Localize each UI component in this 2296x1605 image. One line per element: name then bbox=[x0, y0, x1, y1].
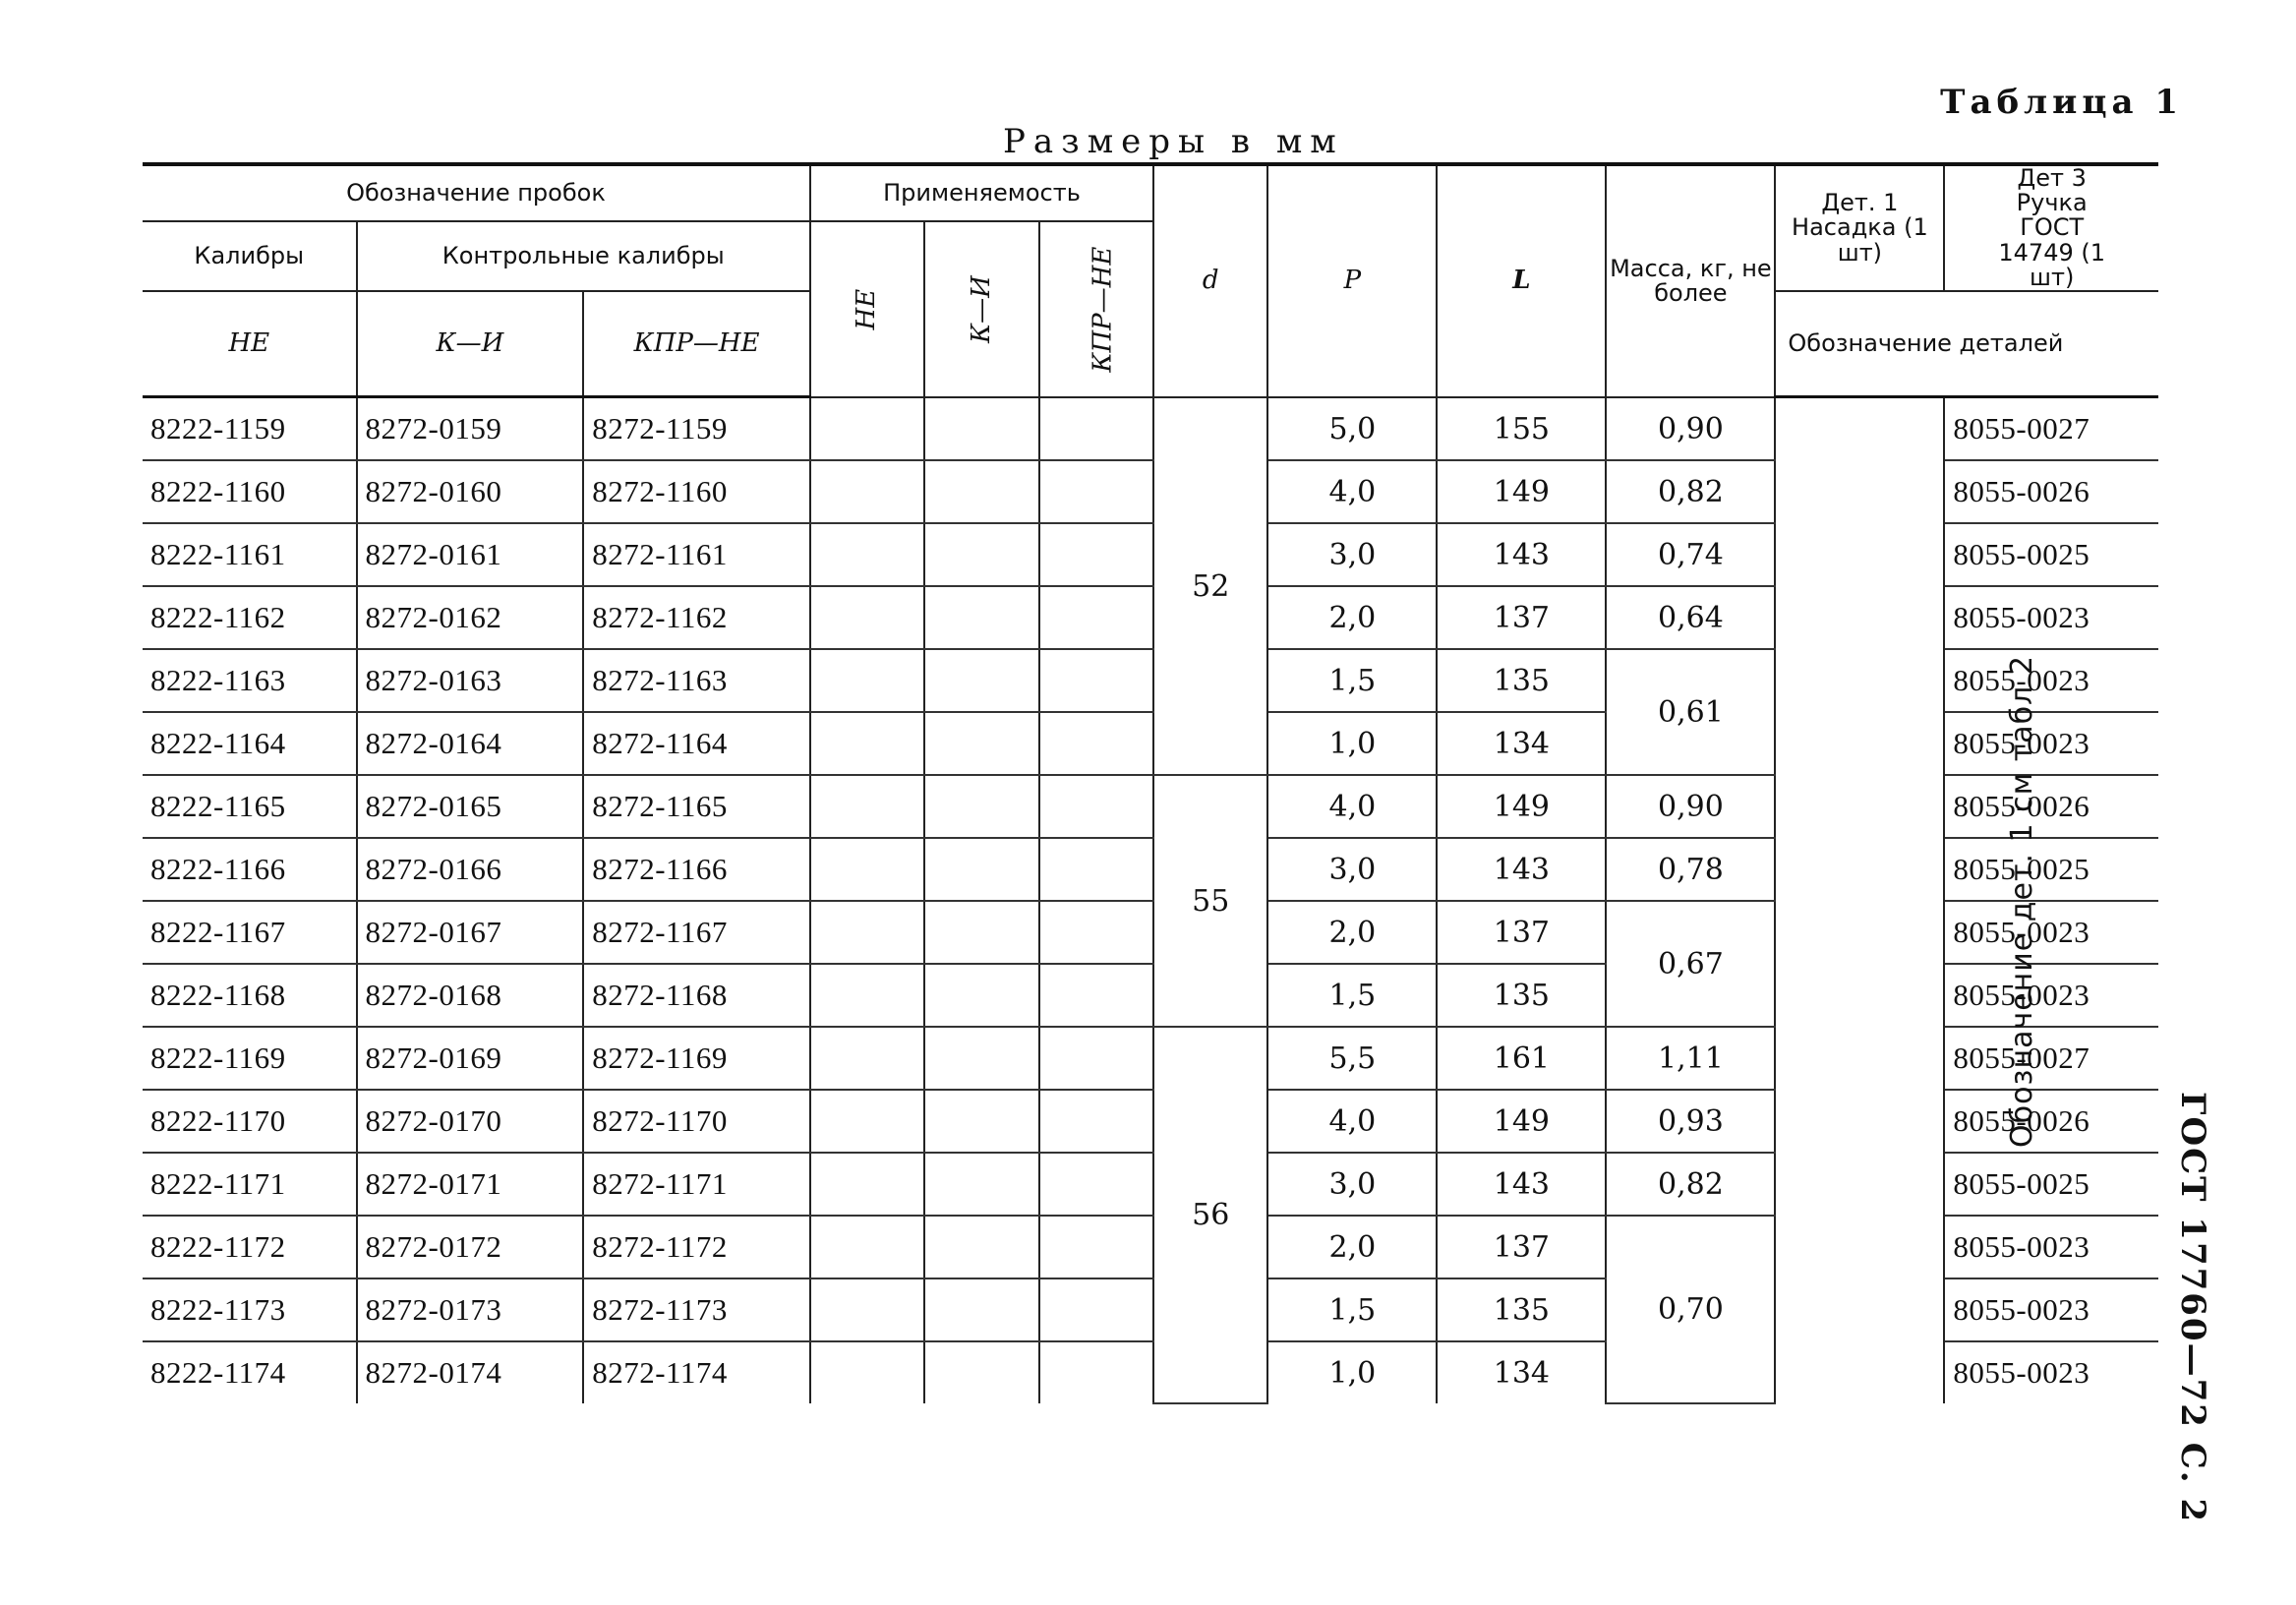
det3-designation-cell: 8055-0023 bbox=[1944, 712, 2158, 775]
control-kpr-ne-cell: 8272-1170 bbox=[583, 1090, 810, 1153]
gauge-ne-cell: 8222-1174 bbox=[143, 1341, 357, 1403]
mass-value-cell: 0,78 bbox=[1606, 838, 1775, 901]
applicability-k-i-cell bbox=[924, 397, 1038, 461]
control-kpr-ne-cell: 8272-1162 bbox=[583, 586, 810, 649]
gauge-ne-cell: 8222-1159 bbox=[143, 397, 357, 461]
applicability-ne-cell bbox=[810, 838, 924, 901]
l-value-cell: 143 bbox=[1437, 1153, 1606, 1216]
control-kpr-ne-cell: 8272-1172 bbox=[583, 1216, 810, 1278]
det3-designation-cell: 8055-0023 bbox=[1944, 901, 2158, 964]
p-value-cell: 1,5 bbox=[1267, 649, 1437, 712]
applicability-kpr-ne-cell bbox=[1039, 1216, 1153, 1278]
table-row bbox=[143, 397, 2158, 461]
header-p: P bbox=[1267, 164, 1437, 397]
mass-value-cell: 1,11 bbox=[1606, 1027, 1775, 1090]
control-kpr-ne-cell: 8272-1160 bbox=[583, 460, 810, 523]
applicability-kpr-ne-cell bbox=[1039, 1027, 1153, 1090]
l-value-cell: 135 bbox=[1437, 1278, 1606, 1341]
applicability-kpr-ne-cell bbox=[1039, 397, 1153, 461]
det3-designation-cell: 8055-0027 bbox=[1944, 397, 2158, 461]
applicability-k-i-cell bbox=[924, 964, 1038, 1027]
gauge-ne-cell: 8222-1162 bbox=[143, 586, 357, 649]
mass-value-cell: 0,64 bbox=[1606, 586, 1775, 649]
gauge-ne-cell: 8222-1161 bbox=[143, 523, 357, 586]
applicability-kpr-ne-cell bbox=[1039, 649, 1153, 712]
control-k-i-cell: 8272-0166 bbox=[357, 838, 584, 901]
l-value-cell: 137 bbox=[1437, 586, 1606, 649]
mass-value-cell: 0,90 bbox=[1606, 775, 1775, 838]
p-value-cell: 2,0 bbox=[1267, 1216, 1437, 1278]
control-kpr-ne-cell: 8272-1161 bbox=[583, 523, 810, 586]
p-value-cell: 1,0 bbox=[1267, 1341, 1437, 1403]
l-value-cell: 134 bbox=[1437, 1341, 1606, 1403]
p-value-cell: 3,0 bbox=[1267, 523, 1437, 586]
applicability-ne-cell bbox=[810, 901, 924, 964]
gauge-ne-cell: 8222-1160 bbox=[143, 460, 357, 523]
control-kpr-ne-cell: 8272-1169 bbox=[583, 1027, 810, 1090]
mass-value-cell: 0,74 bbox=[1606, 523, 1775, 586]
control-k-i-cell: 8272-0165 bbox=[357, 775, 584, 838]
l-value-cell: 143 bbox=[1437, 838, 1606, 901]
header-mass: Масса, кг, не более bbox=[1606, 164, 1775, 397]
applicability-ne-cell bbox=[810, 1090, 924, 1153]
det3-designation-cell: 8055-0023 bbox=[1944, 1216, 2158, 1278]
header-det1: Дет. 1 Насадка (1 шт) bbox=[1775, 164, 1944, 291]
mass-value-cell: 0,61 bbox=[1606, 649, 1775, 775]
applicability-kpr-ne-cell bbox=[1039, 712, 1153, 775]
applicability-ne-cell bbox=[810, 586, 924, 649]
applicability-k-i-cell bbox=[924, 1341, 1038, 1403]
control-k-i-cell: 8272-0161 bbox=[357, 523, 584, 586]
l-value-cell: 149 bbox=[1437, 1090, 1606, 1153]
d-value-cell: 56 bbox=[1153, 1027, 1267, 1403]
det3-designation-cell: 8055-0023 bbox=[1953, 1355, 2090, 1391]
applicability-ne-cell bbox=[810, 712, 924, 775]
control-k-i-cell: 8272-0174 bbox=[357, 1341, 584, 1403]
applicability-k-i-cell bbox=[924, 775, 1038, 838]
control-kpr-ne-cell: 8272-1173 bbox=[583, 1278, 810, 1341]
applicability-kpr-ne-cell bbox=[1039, 1153, 1153, 1216]
gauge-table bbox=[143, 162, 2158, 1404]
control-kpr-ne-cell: 8272-1174 bbox=[583, 1341, 810, 1403]
control-k-i-cell: 8272-0172 bbox=[357, 1216, 584, 1278]
mass-value-cell: 0,90 bbox=[1606, 397, 1775, 461]
gauge-ne-cell: 8222-1171 bbox=[143, 1153, 357, 1216]
mass-value-cell: 0,67 bbox=[1606, 901, 1775, 1027]
control-kpr-ne-cell: 8272-1163 bbox=[583, 649, 810, 712]
det3-designation-cell: 8055-0025 bbox=[1944, 523, 2158, 586]
header-d: d bbox=[1153, 164, 1267, 397]
p-value-cell: 2,0 bbox=[1267, 901, 1437, 964]
p-value-cell: 4,0 bbox=[1267, 775, 1437, 838]
header-details-designation: Обозначение деталей bbox=[1775, 291, 2158, 397]
control-k-i-cell: 8272-0162 bbox=[357, 586, 584, 649]
applicability-kpr-ne-cell bbox=[1039, 775, 1153, 838]
applicability-ne-cell bbox=[810, 1153, 924, 1216]
header-designation: Обозначение пробок bbox=[143, 164, 810, 221]
p-value-cell: 4,0 bbox=[1267, 460, 1437, 523]
control-k-i-cell: 8272-0167 bbox=[357, 901, 584, 964]
det3-designation-cell: 8055-0026 bbox=[1944, 775, 2158, 838]
p-value-cell: 5,5 bbox=[1267, 1027, 1437, 1090]
control-kpr-ne-cell: 8272-1165 bbox=[583, 775, 810, 838]
applicability-ne-cell bbox=[810, 1278, 924, 1341]
mass-value-cell: 0,82 bbox=[1606, 1153, 1775, 1216]
standard-page-label: ГОСТ 17760—72 С. 2 bbox=[2173, 1092, 2212, 1524]
applicability-kpr-ne-cell bbox=[1039, 1090, 1153, 1153]
control-k-i-cell: 8272-0160 bbox=[357, 460, 584, 523]
applicability-ne-cell bbox=[810, 775, 924, 838]
applicability-k-i-cell bbox=[924, 1278, 1038, 1341]
header-applicability: Применяемость bbox=[810, 164, 1153, 221]
mass-value-cell: 0,93 bbox=[1606, 1090, 1775, 1153]
control-k-i-cell: 8272-0163 bbox=[357, 649, 584, 712]
applicability-k-i-cell bbox=[924, 1090, 1038, 1153]
applicability-kpr-ne-cell bbox=[1039, 901, 1153, 964]
p-value-cell: 1,5 bbox=[1267, 1278, 1437, 1341]
gauge-ne-cell: 8222-1165 bbox=[143, 775, 357, 838]
applicability-ne-cell bbox=[810, 964, 924, 1027]
det3-designation-cell: 8055-0026 bbox=[1944, 460, 2158, 523]
p-value-cell: 5,0 bbox=[1267, 397, 1437, 461]
det3-designation-cell: 8055-0027 bbox=[1944, 1027, 2158, 1090]
applicability-k-i-cell bbox=[924, 838, 1038, 901]
p-value-cell: 1,5 bbox=[1267, 964, 1437, 1027]
l-value-cell: 155 bbox=[1437, 397, 1606, 461]
applicability-ne-cell bbox=[810, 1216, 924, 1278]
applicability-k-i-cell bbox=[924, 460, 1038, 523]
gauge-ne-cell: 8222-1172 bbox=[143, 1216, 357, 1278]
table-body bbox=[143, 397, 2158, 1404]
applicability-kpr-ne-cell bbox=[1039, 586, 1153, 649]
applicability-k-i-cell bbox=[924, 586, 1038, 649]
l-value-cell: 149 bbox=[1437, 775, 1606, 838]
header-control-gauges: Контрольные калибры bbox=[357, 221, 810, 291]
applicability-kpr-ne-cell bbox=[1039, 964, 1153, 1027]
det3-designation-cell: 8055-0026 bbox=[1944, 1090, 2158, 1153]
dimensions-caption: Размеры в мм bbox=[1003, 122, 1344, 161]
p-value-cell: 1,0 bbox=[1267, 712, 1437, 775]
applicability-k-i-cell bbox=[924, 1027, 1038, 1090]
applicability-k-i-cell bbox=[924, 649, 1038, 712]
det3-designation-cell: 8055-0023 bbox=[1944, 1278, 2158, 1341]
applicability-ne-cell bbox=[810, 397, 924, 461]
gauge-ne-cell: 8222-1170 bbox=[143, 1090, 357, 1153]
header-kpr-ne: КПР—НЕ bbox=[583, 291, 810, 397]
applicability-k-i-cell bbox=[924, 1153, 1038, 1216]
control-kpr-ne-cell: 8272-1166 bbox=[583, 838, 810, 901]
header-ne: НЕ bbox=[143, 291, 357, 397]
gauge-ne-cell: 8222-1167 bbox=[143, 901, 357, 964]
det3-designation-cell: 8055-0025 bbox=[1944, 838, 2158, 901]
applicability-kpr-ne-cell bbox=[1039, 1278, 1153, 1341]
d-value-cell: 52 bbox=[1153, 397, 1267, 776]
control-k-i-cell: 8272-0168 bbox=[357, 964, 584, 1027]
control-kpr-ne-cell: 8272-1168 bbox=[583, 964, 810, 1027]
applicability-kpr-ne-cell bbox=[1039, 1341, 1153, 1403]
header-app-k-i-text: К—И bbox=[966, 275, 996, 343]
l-value-cell: 149 bbox=[1437, 460, 1606, 523]
d-value-cell: 55 bbox=[1153, 775, 1267, 1027]
header-app-ne-text: НЕ bbox=[852, 288, 882, 330]
gauge-ne-cell: 8222-1173 bbox=[143, 1278, 357, 1341]
mass-value-cell: 0,82 bbox=[1606, 460, 1775, 523]
gauge-ne-cell: 8222-1163 bbox=[143, 649, 357, 712]
l-value-cell: 134 bbox=[1437, 712, 1606, 775]
applicability-kpr-ne-cell bbox=[1039, 460, 1153, 523]
det3-designation-cell: 8055-0023 bbox=[1944, 964, 2158, 1027]
header-l: L bbox=[1437, 164, 1606, 397]
l-value-cell: 135 bbox=[1437, 649, 1606, 712]
gauge-ne-cell: 8222-1169 bbox=[143, 1027, 357, 1090]
mass-value-cell: 0,70 bbox=[1606, 1216, 1775, 1403]
applicability-k-i-cell bbox=[924, 1216, 1038, 1278]
applicability-kpr-ne-cell bbox=[1039, 523, 1153, 586]
control-k-i-cell: 8272-0159 bbox=[357, 397, 584, 461]
applicability-ne-cell bbox=[810, 523, 924, 586]
header-det3: Дет 3 Ручка ГОСТ 14749 (1 шт) bbox=[1944, 164, 2158, 291]
l-value-cell: 137 bbox=[1437, 1216, 1606, 1278]
det3-designation-cell: 8055-0025 bbox=[1944, 1153, 2158, 1216]
header-app-k-i bbox=[924, 221, 1038, 397]
header-app-kpr-ne bbox=[1039, 221, 1153, 397]
applicability-k-i-cell bbox=[924, 712, 1038, 775]
applicability-ne-cell bbox=[810, 460, 924, 523]
gauge-ne-cell: 8222-1164 bbox=[143, 712, 357, 775]
gauge-ne-cell: 8222-1166 bbox=[143, 838, 357, 901]
p-value-cell: 3,0 bbox=[1267, 1153, 1437, 1216]
applicability-kpr-ne-cell bbox=[1039, 838, 1153, 901]
det1-note-text: Обозначение дет. 1 см табл 2 bbox=[2005, 655, 2040, 1149]
control-kpr-ne-cell: 8272-1167 bbox=[583, 901, 810, 964]
l-value-cell: 143 bbox=[1437, 523, 1606, 586]
header-k-i: К—И bbox=[357, 291, 584, 397]
det3-designation-cell: 8055-0023 bbox=[1944, 649, 2158, 712]
header-app-ne bbox=[810, 221, 924, 397]
applicability-k-i-cell bbox=[924, 523, 1038, 586]
p-value-cell: 3,0 bbox=[1267, 838, 1437, 901]
header-gauges: Калибры bbox=[143, 221, 357, 291]
applicability-ne-cell bbox=[810, 1027, 924, 1090]
p-value-cell: 2,0 bbox=[1267, 586, 1437, 649]
control-k-i-cell: 8272-0171 bbox=[357, 1153, 584, 1216]
control-k-i-cell: 8272-0164 bbox=[357, 712, 584, 775]
det3-designation-cell: 8055-0023 bbox=[1944, 586, 2158, 649]
table-number-label: Таблица 1 bbox=[1940, 83, 2183, 122]
l-value-cell: 135 bbox=[1437, 964, 1606, 1027]
applicability-ne-cell bbox=[810, 1341, 924, 1403]
control-kpr-ne-cell: 8272-1171 bbox=[583, 1153, 810, 1216]
control-kpr-ne-cell: 8272-1164 bbox=[583, 712, 810, 775]
control-k-i-cell: 8272-0173 bbox=[357, 1278, 584, 1341]
control-kpr-ne-cell: 8272-1159 bbox=[583, 397, 810, 461]
p-value-cell: 4,0 bbox=[1267, 1090, 1437, 1153]
applicability-k-i-cell bbox=[924, 901, 1038, 964]
l-value-cell: 161 bbox=[1437, 1027, 1606, 1090]
applicability-ne-cell bbox=[810, 649, 924, 712]
control-k-i-cell: 8272-0170 bbox=[357, 1090, 584, 1153]
control-k-i-cell: 8272-0169 bbox=[357, 1027, 584, 1090]
l-value-cell: 137 bbox=[1437, 901, 1606, 964]
gauge-ne-cell: 8222-1168 bbox=[143, 964, 357, 1027]
header-app-kpr-ne-text: КПР—НЕ bbox=[1087, 246, 1117, 373]
